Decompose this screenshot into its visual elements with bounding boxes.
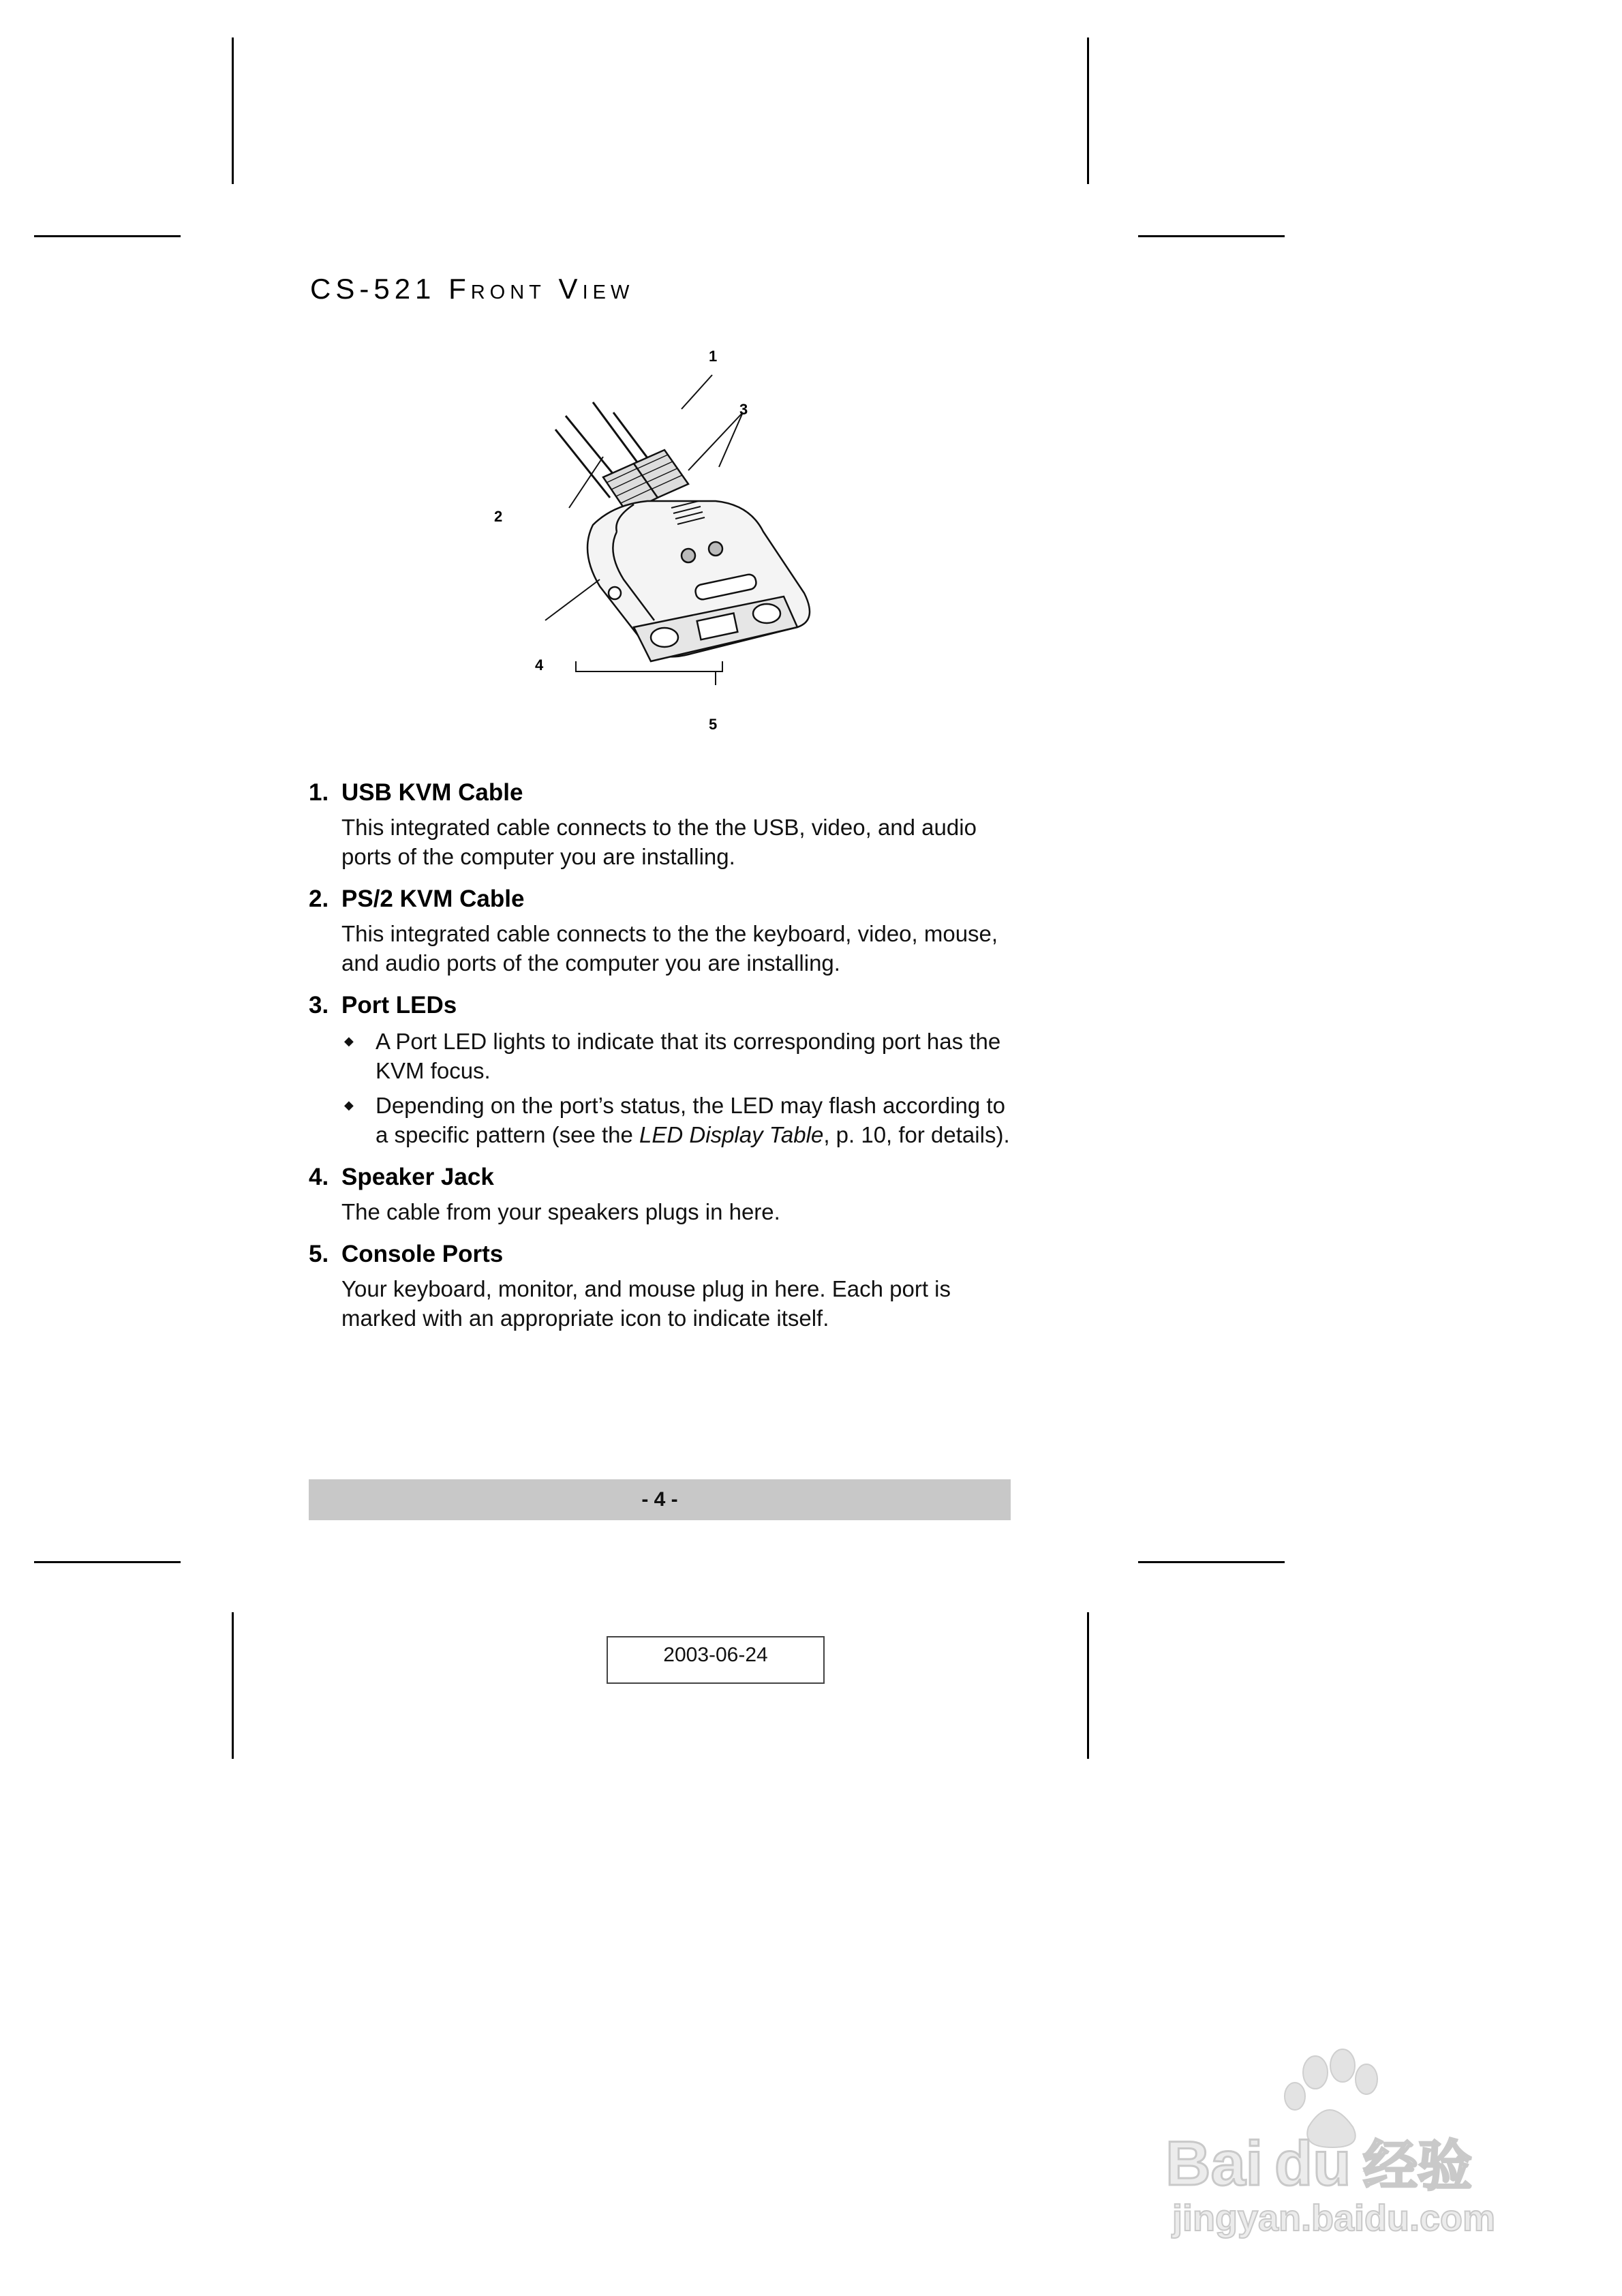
crop-mark-bottom-right-horizontal xyxy=(1138,1561,1285,1563)
bullet-item xyxy=(341,1027,1017,1085)
callout-5: 5 xyxy=(709,716,718,733)
list-item xyxy=(309,777,1017,871)
svg-text:jingyan.baidu.com: jingyan.baidu.com xyxy=(1172,2198,1496,2239)
crop-mark-bottom-right-vertical xyxy=(1087,1612,1089,1759)
item-description: The cable from your speakers plugs in here. xyxy=(341,1199,780,1224)
list-item xyxy=(309,990,1017,1149)
item-heading: PS/2 KVM Cable xyxy=(341,886,525,912)
item-number: 3. xyxy=(309,992,329,1018)
crop-mark-top-right-vertical xyxy=(1087,37,1089,184)
crop-mark-top-left-vertical xyxy=(232,37,234,184)
crop-mark-bottom-left-horizontal xyxy=(34,1561,181,1563)
bullet-text: A Port LED lights to indicate that its corresponding port has the KVM focus. xyxy=(376,1029,1001,1083)
bullet-text-after: , p. 10, for details). xyxy=(823,1122,1010,1147)
kvm-switch-drawing xyxy=(477,327,859,750)
crop-mark-bottom-left-vertical xyxy=(232,1612,234,1759)
item-number: 4. xyxy=(309,1164,329,1190)
crop-mark-top-right-horizontal xyxy=(1138,235,1285,237)
page-number: - 4 - xyxy=(641,1488,678,1511)
bullet-item xyxy=(341,1091,1017,1149)
item-number: 5. xyxy=(309,1241,329,1267)
cross-reference: LED Display Table xyxy=(639,1122,824,1147)
callout-1: 1 xyxy=(709,348,718,365)
crop-mark-top-left-horizontal xyxy=(34,235,181,237)
device-illustration xyxy=(477,327,859,750)
component-list xyxy=(309,777,1017,1345)
item-description: This integrated cable connects to the the USB, video, and audio ports of the computer you are installing. xyxy=(341,815,977,869)
list-item xyxy=(309,1162,1017,1226)
item-number: 2. xyxy=(309,886,329,912)
diamond-bullet-icon: ◆ xyxy=(344,1098,354,1112)
item-heading: Console Ports xyxy=(341,1241,504,1267)
item-heading: Speaker Jack xyxy=(341,1164,494,1190)
bullet-text xyxy=(376,1091,1017,1149)
callout-4: 4 xyxy=(535,656,544,674)
svg-text:du: du xyxy=(1274,2129,1351,2199)
item-number: 1. xyxy=(309,779,329,806)
svg-text:经验: 经验 xyxy=(1363,2134,1472,2198)
svg-text:Bai: Bai xyxy=(1165,2129,1264,2199)
baidu-jingyan-watermark xyxy=(1159,2045,1540,2243)
item-description: Your keyboard, monitor, and mouse plug in here. Each port is marked with an appropriate icon to indicate itself. xyxy=(341,1276,951,1331)
list-item xyxy=(309,1239,1017,1333)
date-stamp: 2003-06-24 xyxy=(607,1636,825,1684)
baidu-paw-logo xyxy=(1159,2045,1540,2243)
page-title: CS-521 Front View xyxy=(310,273,634,305)
item-heading: USB KVM Cable xyxy=(341,779,523,806)
callout-2: 2 xyxy=(494,508,503,525)
item-description: This integrated cable connects to the the keyboard, video, mouse, and audio ports of the computer you are installing. xyxy=(341,921,998,976)
item-heading: Port LEDs xyxy=(341,992,457,1018)
bullet-text-before: Depending on the port’s status, the LED may flash according to a specific pattern (see the xyxy=(376,1093,1005,1147)
list-item xyxy=(309,883,1017,978)
diamond-bullet-icon: ◆ xyxy=(344,1034,354,1048)
page-number-bar xyxy=(309,1479,1011,1520)
callout-3: 3 xyxy=(739,401,748,418)
